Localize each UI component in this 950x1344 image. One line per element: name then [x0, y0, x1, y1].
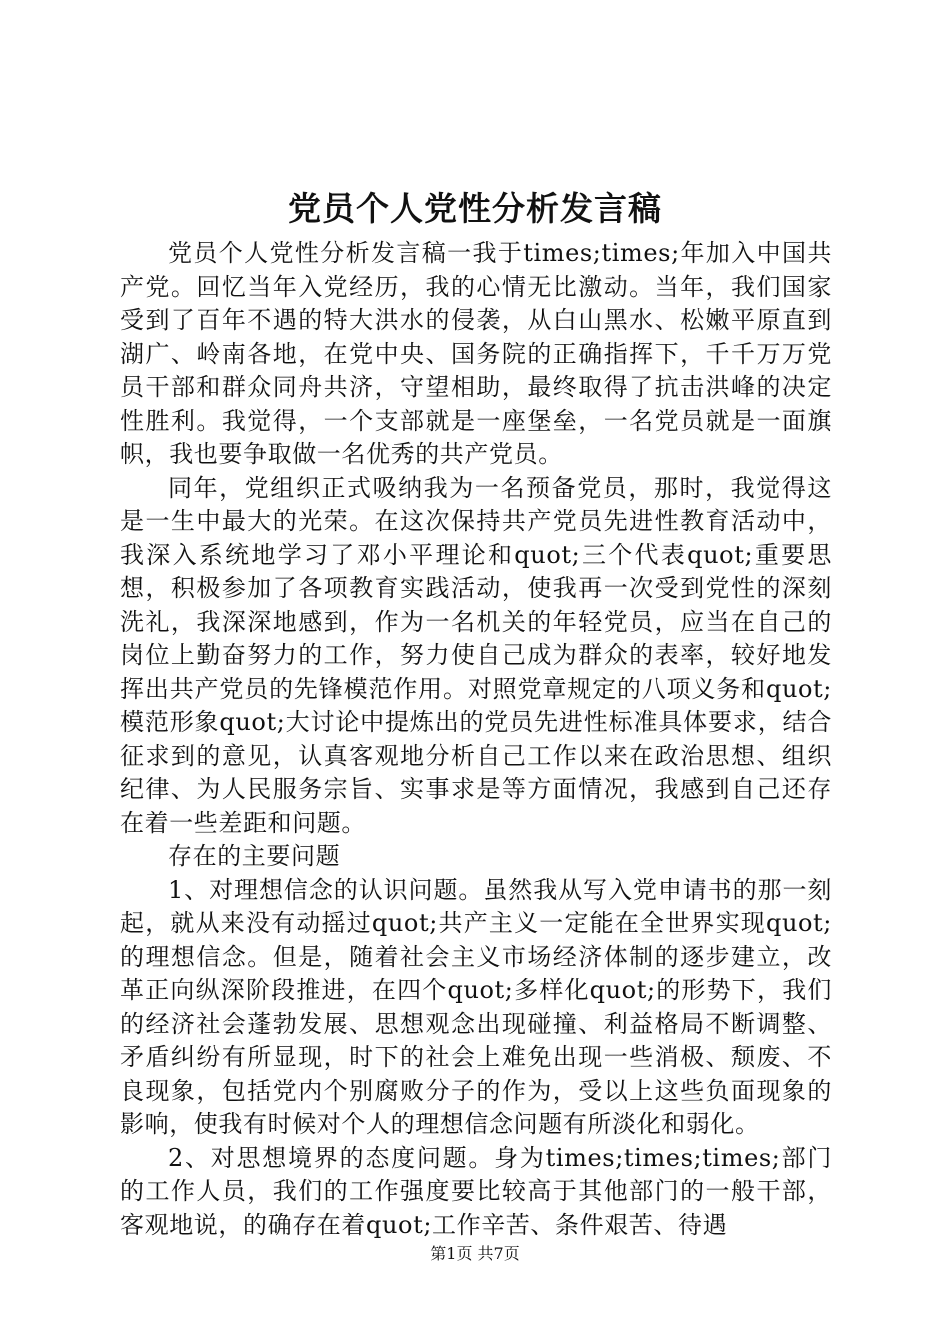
paragraph-problem-1: 1、对理想信念的认识问题。虽然我从写入党申请书的那一刻起，就从来没有动摇过quot;共产主义一定能在全世界实现quot;的理想信念。但是，随着社会主义市场经济体制的逐步建立，改革正向纵深阶段推进，在四个quot;多样化quot;的形势下，我们的经济社会蓬勃发展、思想观念出现碰撞、利益格局不断调整、矛盾纠纷有所显现，时下的社会上难免出现一些消极、颓废、不良现象，包括党内个别腐败分子的作为，受以上这些负面现象的影响，使我有时候对个人的理想信念问题有所淡化和弱化。 — [120, 875, 832, 1138]
paragraph-problem-2: 2、对思想境界的态度问题。身为times;times;times;部门的工作人员，我们的工作强度要比较高于其他部门的一般干部，客观地说，的确存在着quot;工作辛苦、条件艰苦、待遇 — [120, 1143, 832, 1239]
section-heading-main-problems: 存在的主要问题 — [168, 842, 341, 870]
document-body — [120, 237, 832, 1242]
paragraph-intro: 党员个人党性分析发言稿一我于times;times;年加入中国共产党。回忆当年入党经历，我的心情无比激动。当年，我们国家受到了百年不遇的特大洪水的侵袭，从白山黑水、松嫩平原直到湖广、岭南各地，在党中央、国务院的正确指挥下，千千万万党员干部和群众同舟共济，守望相助，最终取得了抗击洪峰的决定性胜利。我觉得，一个支部就是一座堡垒，一名党员就是一面旗帜，我也要争取做一名优秀的共产党员。 — [120, 239, 832, 468]
paragraph-probationary: 同年，党组织正式吸纳我为一名预备党员，那时，我觉得这是一生中最大的光荣。在这次保持共产党员先进性教育活动中，我深入系统地学习了邓小平理论和quot;三个代表quot;重要思想，积极参加了各项教育实践活动，使我再一次受到党性的深刻洗礼，我深深地感到，作为一名机关的年轻党员，应当在自己的岗位上勤奋努力的工作，努力使自己成为群众的表率，较好地发挥出共产党员的先锋模范作用。对照党章规定的八项义务和quot;模范形象quot;大讨论中提炼出的党员先进性标准具体要求，结合征求到的意见，认真客观地分析自己工作以来在政治思想、组织纪律、为人民服务宗旨、实事求是等方面情况，我感到自己还存在着一些差距和问题。 — [120, 473, 832, 837]
page-footer: 第1页 共7页 — [430, 1244, 520, 1263]
page-title: 党员个人党性分析发言稿 — [288, 189, 662, 228]
